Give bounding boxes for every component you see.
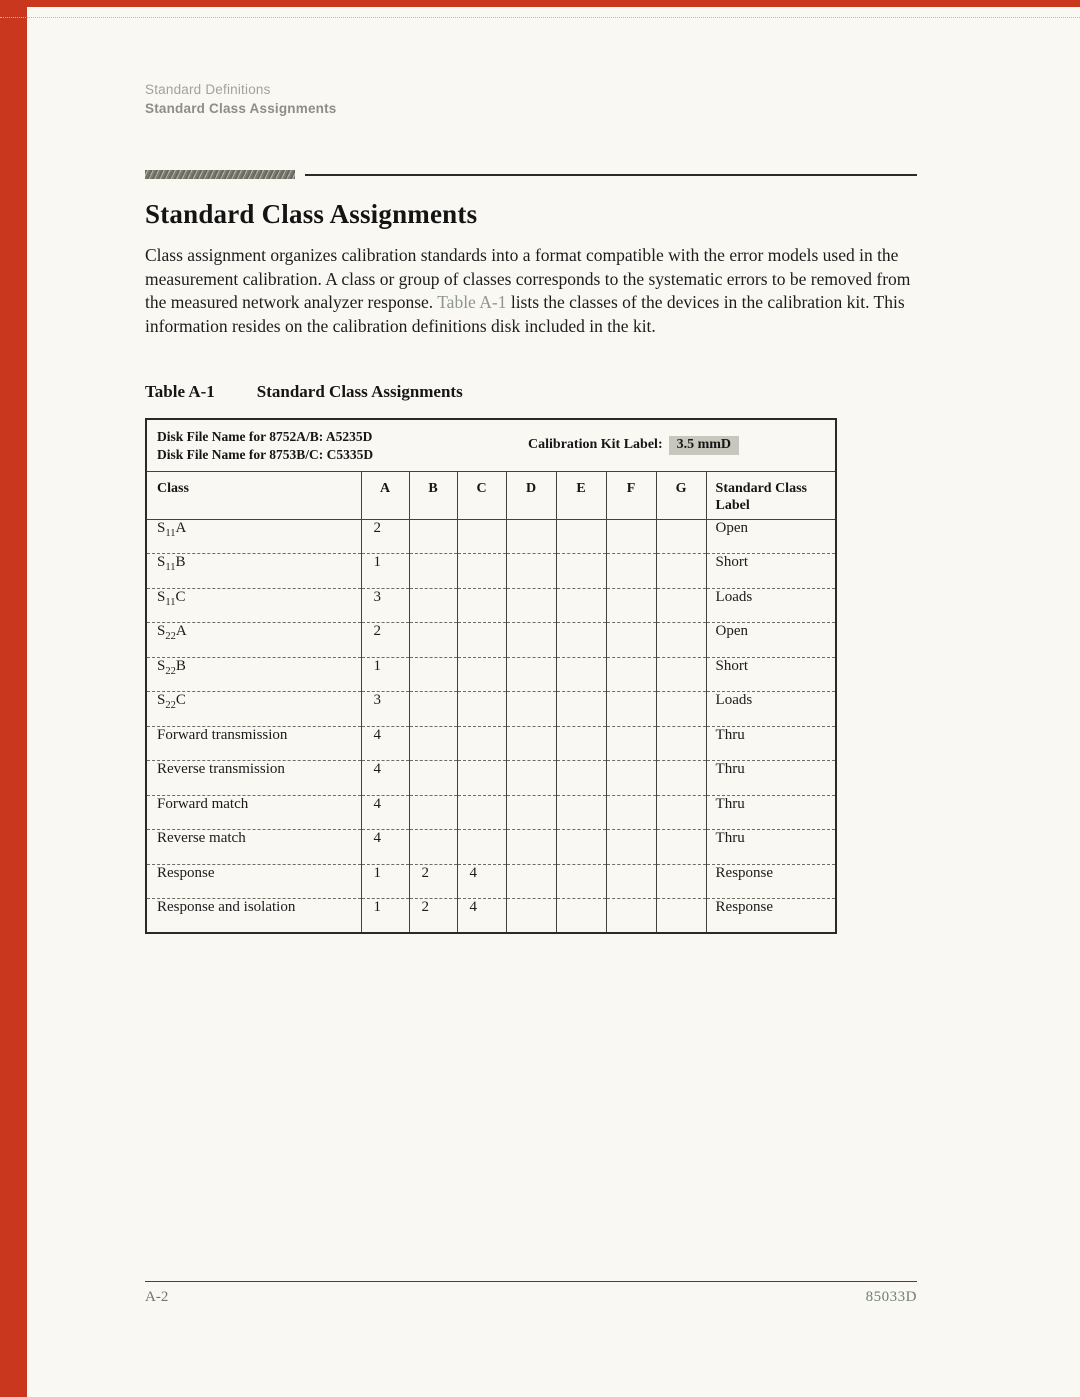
value-cell-f bbox=[606, 519, 656, 554]
value-cell-b bbox=[409, 830, 457, 865]
class-cell: Reverse match bbox=[146, 830, 361, 865]
value-cell-e bbox=[556, 657, 606, 692]
value-cell-f bbox=[606, 795, 656, 830]
calibration-kit-label-cell bbox=[506, 419, 836, 471]
value-cell-a: 4 bbox=[361, 761, 409, 796]
table-caption bbox=[145, 382, 917, 402]
disk-file-name-1: Disk File Name for 8752A/B: A5235D bbox=[157, 429, 373, 444]
value-cell-a: 1 bbox=[361, 864, 409, 899]
value-cell-f bbox=[606, 830, 656, 865]
document-part-number: 85033D bbox=[865, 1289, 917, 1305]
table-row bbox=[146, 726, 836, 761]
value-cell-d bbox=[506, 899, 556, 934]
table-row bbox=[146, 761, 836, 796]
value-cell-g bbox=[656, 554, 706, 589]
value-cell-d bbox=[506, 692, 556, 727]
kit-label-value: 3.5 mmD bbox=[669, 436, 739, 455]
standard-class-label-cell: Open bbox=[706, 519, 836, 554]
table-row bbox=[146, 899, 836, 934]
value-cell-b bbox=[409, 692, 457, 727]
value-cell-g bbox=[656, 795, 706, 830]
value-cell-b bbox=[409, 795, 457, 830]
column-header-b: B bbox=[409, 471, 457, 519]
class-cell: $S_{11}A$ bbox=[146, 519, 361, 554]
paragraph-text-after: lists the classes of the devices in the calibration kit. This information resides on the calibration definitions disk included in the kit. bbox=[145, 292, 905, 336]
value-cell-e bbox=[556, 726, 606, 761]
table-caption-title: Standard Class Assignments bbox=[256, 382, 463, 401]
value-cell-c: 4 bbox=[457, 864, 506, 899]
standard-class-label-cell: Response bbox=[706, 899, 836, 934]
value-cell-a: 4 bbox=[361, 830, 409, 865]
page-number: A-2 bbox=[145, 1289, 169, 1305]
value-cell-g bbox=[656, 830, 706, 865]
value-cell-g bbox=[656, 588, 706, 623]
value-cell-d bbox=[506, 623, 556, 658]
value-cell-g bbox=[656, 761, 706, 796]
value-cell-g bbox=[656, 726, 706, 761]
table-row bbox=[146, 795, 836, 830]
page-footer bbox=[145, 1281, 917, 1306]
class-cell: Forward transmission bbox=[146, 726, 361, 761]
column-header-d: D bbox=[506, 471, 556, 519]
value-cell-b bbox=[409, 657, 457, 692]
class-cell: $S_{22}C$ bbox=[146, 692, 361, 727]
value-cell-b bbox=[409, 761, 457, 796]
running-head-chapter: Standard Definitions bbox=[145, 82, 271, 97]
table-header-kit-row bbox=[146, 419, 836, 471]
standard-class-label-cell: Loads bbox=[706, 692, 836, 727]
value-cell-d bbox=[506, 864, 556, 899]
table-row bbox=[146, 623, 836, 658]
value-cell-b bbox=[409, 554, 457, 589]
value-cell-b bbox=[409, 588, 457, 623]
value-cell-a: 2 bbox=[361, 519, 409, 554]
value-cell-f bbox=[606, 761, 656, 796]
value-cell-c bbox=[457, 623, 506, 658]
table-column-header-row bbox=[146, 471, 836, 519]
value-cell-d bbox=[506, 657, 556, 692]
value-cell-g bbox=[656, 657, 706, 692]
value-cell-d bbox=[506, 761, 556, 796]
value-cell-a: 4 bbox=[361, 726, 409, 761]
column-header-class: Class bbox=[146, 471, 361, 519]
value-cell-f bbox=[606, 864, 656, 899]
standard-class-label-cell: Thru bbox=[706, 795, 836, 830]
class-cell: Forward match bbox=[146, 795, 361, 830]
page-content bbox=[145, 0, 917, 934]
value-cell-f bbox=[606, 899, 656, 934]
class-cell: Response bbox=[146, 864, 361, 899]
value-cell-d bbox=[506, 795, 556, 830]
value-cell-d bbox=[506, 554, 556, 589]
disk-file-names-cell bbox=[146, 419, 506, 471]
value-cell-a: 1 bbox=[361, 657, 409, 692]
body-paragraph bbox=[145, 244, 917, 338]
column-header-standard-class-label: Standard Class Label bbox=[706, 471, 836, 519]
class-cell: $S_{11}C$ bbox=[146, 588, 361, 623]
class-cell: $S_{11}B$ bbox=[146, 554, 361, 589]
table-row bbox=[146, 519, 836, 554]
value-cell-e bbox=[556, 588, 606, 623]
value-cell-e bbox=[556, 692, 606, 727]
value-cell-f bbox=[606, 657, 656, 692]
value-cell-d bbox=[506, 519, 556, 554]
class-cell: Response and isolation bbox=[146, 899, 361, 934]
standard-class-label-cell: Loads bbox=[706, 588, 836, 623]
value-cell-b bbox=[409, 726, 457, 761]
table-row bbox=[146, 692, 836, 727]
section-rule-line bbox=[305, 174, 917, 176]
standard-class-assignments-table bbox=[145, 418, 837, 934]
standard-class-label-cell: Open bbox=[706, 623, 836, 658]
value-cell-g bbox=[656, 899, 706, 934]
standard-class-label-cell: Response bbox=[706, 864, 836, 899]
class-cell: $S_{22}B$ bbox=[146, 657, 361, 692]
table-a1-reference-link[interactable]: Table A-1 bbox=[437, 292, 507, 312]
value-cell-e bbox=[556, 864, 606, 899]
value-cell-c bbox=[457, 519, 506, 554]
value-cell-e bbox=[556, 899, 606, 934]
value-cell-c bbox=[457, 830, 506, 865]
table-caption-number: Table A-1 bbox=[145, 382, 215, 401]
value-cell-b bbox=[409, 623, 457, 658]
class-cell: $S_{22}A$ bbox=[146, 623, 361, 658]
value-cell-g bbox=[656, 519, 706, 554]
value-cell-c bbox=[457, 588, 506, 623]
value-cell-c bbox=[457, 795, 506, 830]
standard-class-label-cell: Thru bbox=[706, 761, 836, 796]
table-row bbox=[146, 864, 836, 899]
value-cell-a: 4 bbox=[361, 795, 409, 830]
value-cell-a: 1 bbox=[361, 899, 409, 934]
value-cell-e bbox=[556, 554, 606, 589]
value-cell-e bbox=[556, 830, 606, 865]
class-cell: Reverse transmission bbox=[146, 761, 361, 796]
disk-file-name-2: Disk File Name for 8753B/C: C5335D bbox=[157, 447, 374, 462]
kit-label-prefix: Calibration Kit Label: bbox=[528, 437, 663, 452]
value-cell-e bbox=[556, 623, 606, 658]
page-title: Standard Class Assignments bbox=[145, 199, 478, 229]
column-header-f: F bbox=[606, 471, 656, 519]
value-cell-f bbox=[606, 726, 656, 761]
value-cell-f bbox=[606, 692, 656, 727]
value-cell-a: 2 bbox=[361, 623, 409, 658]
column-header-e: E bbox=[556, 471, 606, 519]
value-cell-c bbox=[457, 692, 506, 727]
value-cell-c bbox=[457, 657, 506, 692]
value-cell-c bbox=[457, 554, 506, 589]
value-cell-g bbox=[656, 864, 706, 899]
table-row bbox=[146, 588, 836, 623]
value-cell-e bbox=[556, 795, 606, 830]
table-row bbox=[146, 657, 836, 692]
value-cell-a: 1 bbox=[361, 554, 409, 589]
column-header-g: G bbox=[656, 471, 706, 519]
value-cell-g bbox=[656, 692, 706, 727]
paragraph-text-before: Class assignment organizes calibration standards into a format compatible with the error models used in the measurement calibration. A class or group of classes corresponds to the systematic errors to be removed from the measured network analyzer response. bbox=[145, 245, 911, 312]
value-cell-d bbox=[506, 726, 556, 761]
column-header-a: A bbox=[361, 471, 409, 519]
value-cell-f bbox=[606, 588, 656, 623]
value-cell-c bbox=[457, 761, 506, 796]
table-row bbox=[146, 830, 836, 865]
value-cell-g bbox=[656, 623, 706, 658]
value-cell-b: 2 bbox=[409, 864, 457, 899]
value-cell-c: 4 bbox=[457, 899, 506, 934]
standard-class-label-cell: Thru bbox=[706, 830, 836, 865]
value-cell-b: 2 bbox=[409, 899, 457, 934]
value-cell-f bbox=[606, 554, 656, 589]
section-divider bbox=[145, 170, 917, 179]
table-row bbox=[146, 554, 836, 589]
scan-left-edge-stripe bbox=[0, 0, 27, 1397]
value-cell-b bbox=[409, 519, 457, 554]
footer-rule-line bbox=[145, 1281, 917, 1282]
column-header-c: C bbox=[457, 471, 506, 519]
value-cell-a: 3 bbox=[361, 692, 409, 727]
running-head-section: Standard Class Assignments bbox=[145, 101, 337, 116]
value-cell-c bbox=[457, 726, 506, 761]
value-cell-d bbox=[506, 588, 556, 623]
value-cell-f bbox=[606, 623, 656, 658]
value-cell-a: 3 bbox=[361, 588, 409, 623]
standard-class-label-cell: Thru bbox=[706, 726, 836, 761]
value-cell-d bbox=[506, 830, 556, 865]
standard-class-label-cell: Short bbox=[706, 657, 836, 692]
decorative-hatch-block bbox=[145, 170, 295, 179]
value-cell-e bbox=[556, 761, 606, 796]
standard-class-label-cell: Short bbox=[706, 554, 836, 589]
running-head bbox=[145, 80, 917, 118]
value-cell-e bbox=[556, 519, 606, 554]
